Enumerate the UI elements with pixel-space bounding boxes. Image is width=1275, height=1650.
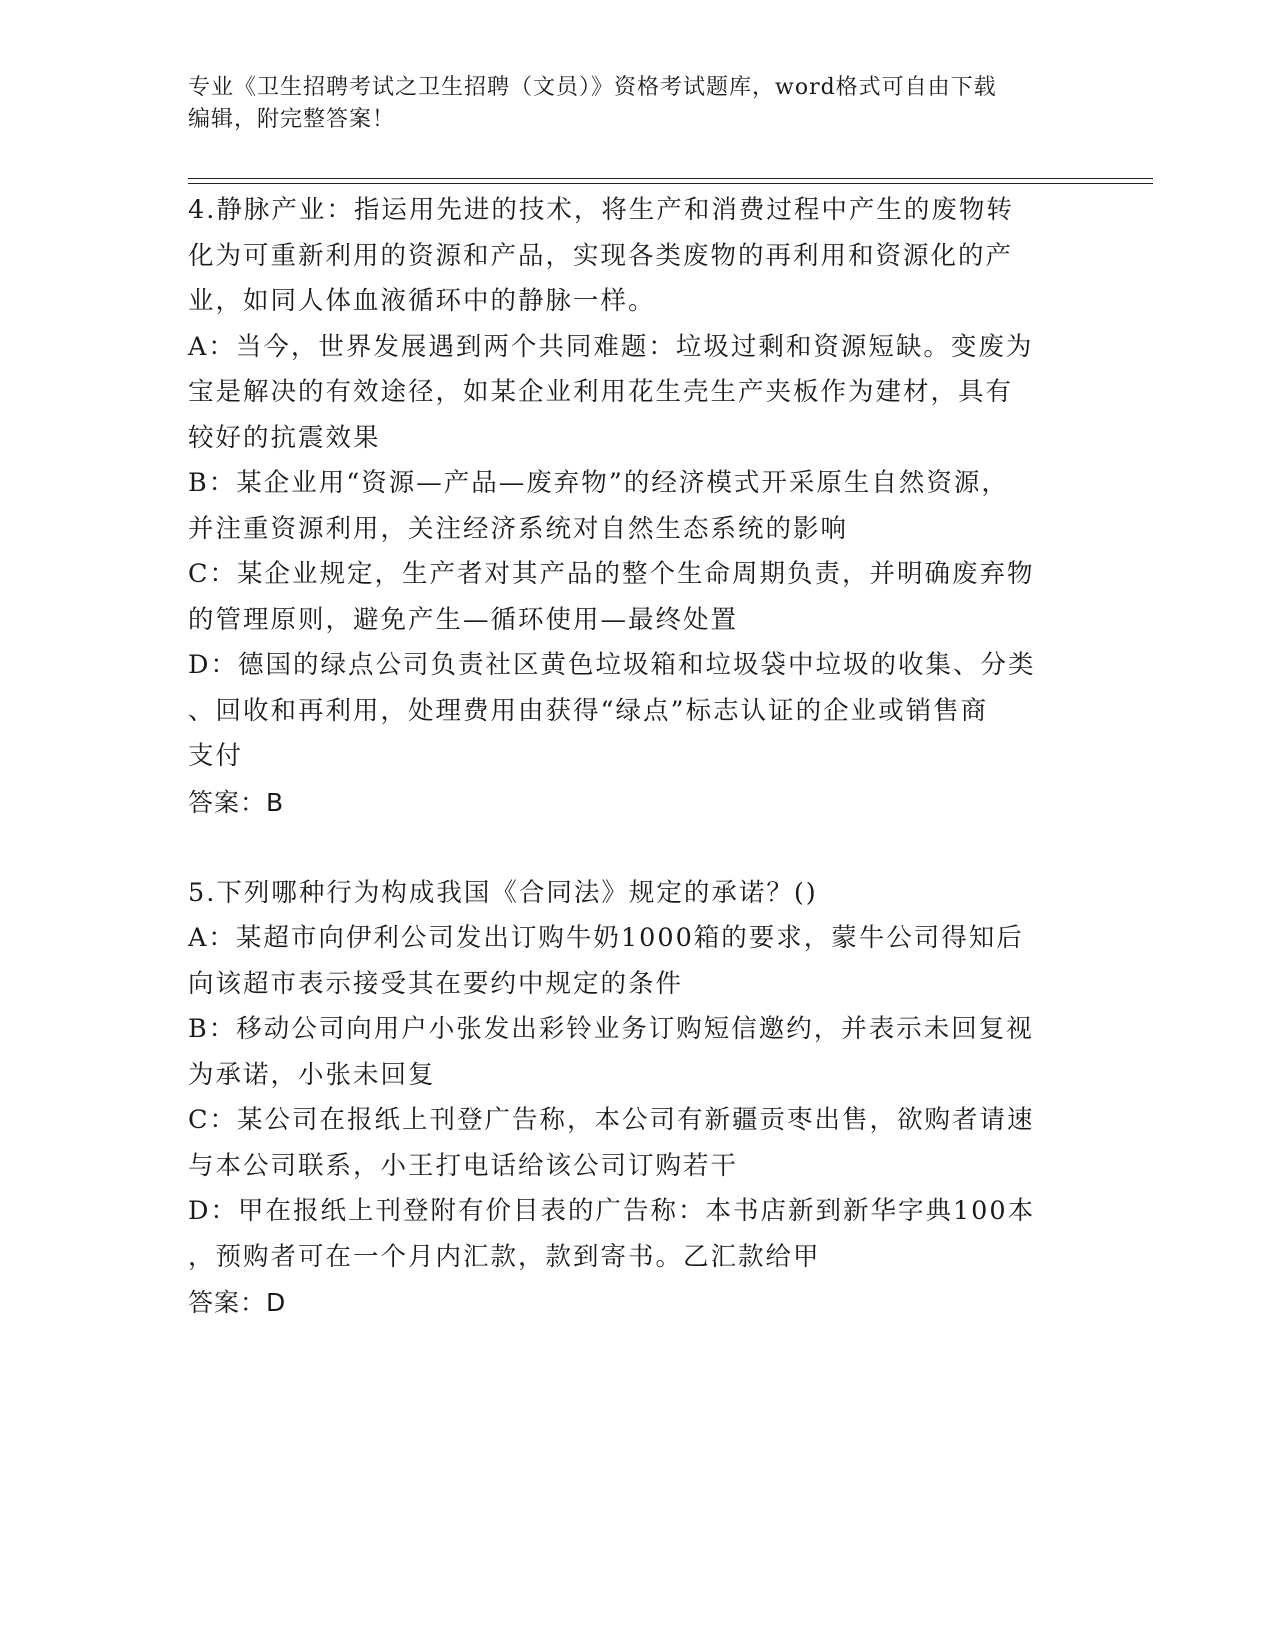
stem-line: 化为可重新利用的资源和产品，实现各类废物的再利用和资源化的产	[188, 240, 1014, 271]
option-line: 支付	[188, 741, 244, 771]
header-divider-top	[188, 178, 1153, 179]
stem-line: 业，如同人体血液循环中的静脉一样。	[188, 286, 656, 316]
option-line: 较好的抗震效果	[188, 422, 381, 453]
option-line: D：德国的绿点公司负责社区黄色垃圾箱和垃圾袋中垃圾的收集、分类	[188, 650, 1036, 680]
question-spacer	[188, 825, 1088, 871]
header-line-1: 专业《卫生招聘考试之卫生招聘（文员）》资格考试题库，word格式可自由下载	[188, 75, 997, 100]
page-header	[188, 72, 1088, 136]
option-line: D：甲在报纸上刊登附有价目表的广告称：本书店新到新华字典100本	[188, 1196, 1036, 1226]
answer-label: 答案：B	[188, 787, 285, 817]
option-a	[188, 325, 1088, 462]
option-a	[188, 916, 1088, 1007]
stem-line: 5.下列哪种行为构成我国《合同法》规定的承诺？()	[188, 877, 818, 908]
header-divider-bottom	[188, 183, 1153, 184]
question-4	[188, 188, 1088, 825]
header-line-2: 编辑，附完整答案！	[188, 107, 396, 132]
document-body	[188, 188, 1088, 1326]
option-line: ，预购者可在一个月内汇款，款到寄书。乙汇款给甲	[188, 1241, 821, 1272]
question-5	[188, 871, 1088, 1326]
option-c	[188, 552, 1088, 643]
option-line: 、回收和再利用，处理费用由获得“绿点”标志认证的企业或销售商	[188, 695, 989, 726]
option-line: C：某企业规定，生产者对其产品的整个生命周期负责，并明确废弃物	[188, 559, 1035, 589]
option-d	[188, 643, 1088, 780]
option-line: B：移动公司向用户小张发出彩铃业务订购短信邀约，并表示未回复视	[188, 1014, 1034, 1044]
option-line: B：某企业用“资源—产品—废弃物”的经济模式开采原生自然资源，	[188, 468, 1009, 498]
option-line: 与本公司联系，小王打电话给该公司订购若干	[188, 1150, 739, 1181]
question-stem	[188, 871, 1088, 917]
option-line: C：某公司在报纸上刊登广告称，本公司有新疆贡枣出售，欲购者请速	[188, 1105, 1035, 1135]
option-d	[188, 1189, 1088, 1280]
option-line: A：某超市向伊利公司发出订购牛奶1000箱的要求，蒙牛公司得知后	[188, 923, 1024, 953]
option-c	[188, 1098, 1088, 1189]
option-line: 并注重资源利用，关注经济系统对自然生态系统的影响	[188, 513, 849, 544]
answer-label: 答案：D	[188, 1288, 287, 1317]
option-line: 宝是解决的有效途径，如某企业利用花生壳生产夹板作为建材，具有	[188, 377, 1014, 407]
option-b	[188, 461, 1088, 552]
option-line: 为承诺，小张未回复	[188, 1059, 436, 1090]
option-line: 的管理原则，避免产生—循环使用—最终处置	[188, 604, 739, 635]
option-line: 向该超市表示接受其在要约中规定的条件	[188, 968, 684, 999]
question-stem	[188, 188, 1088, 325]
stem-line: 4.静脉产业：指运用先进的技术，将生产和消费过程中产生的废物转	[188, 195, 1014, 225]
option-line: A：当今，世界发展遇到两个共同难题：垃圾过剩和资源短缺。变废为	[188, 331, 1034, 362]
option-b	[188, 1007, 1088, 1098]
